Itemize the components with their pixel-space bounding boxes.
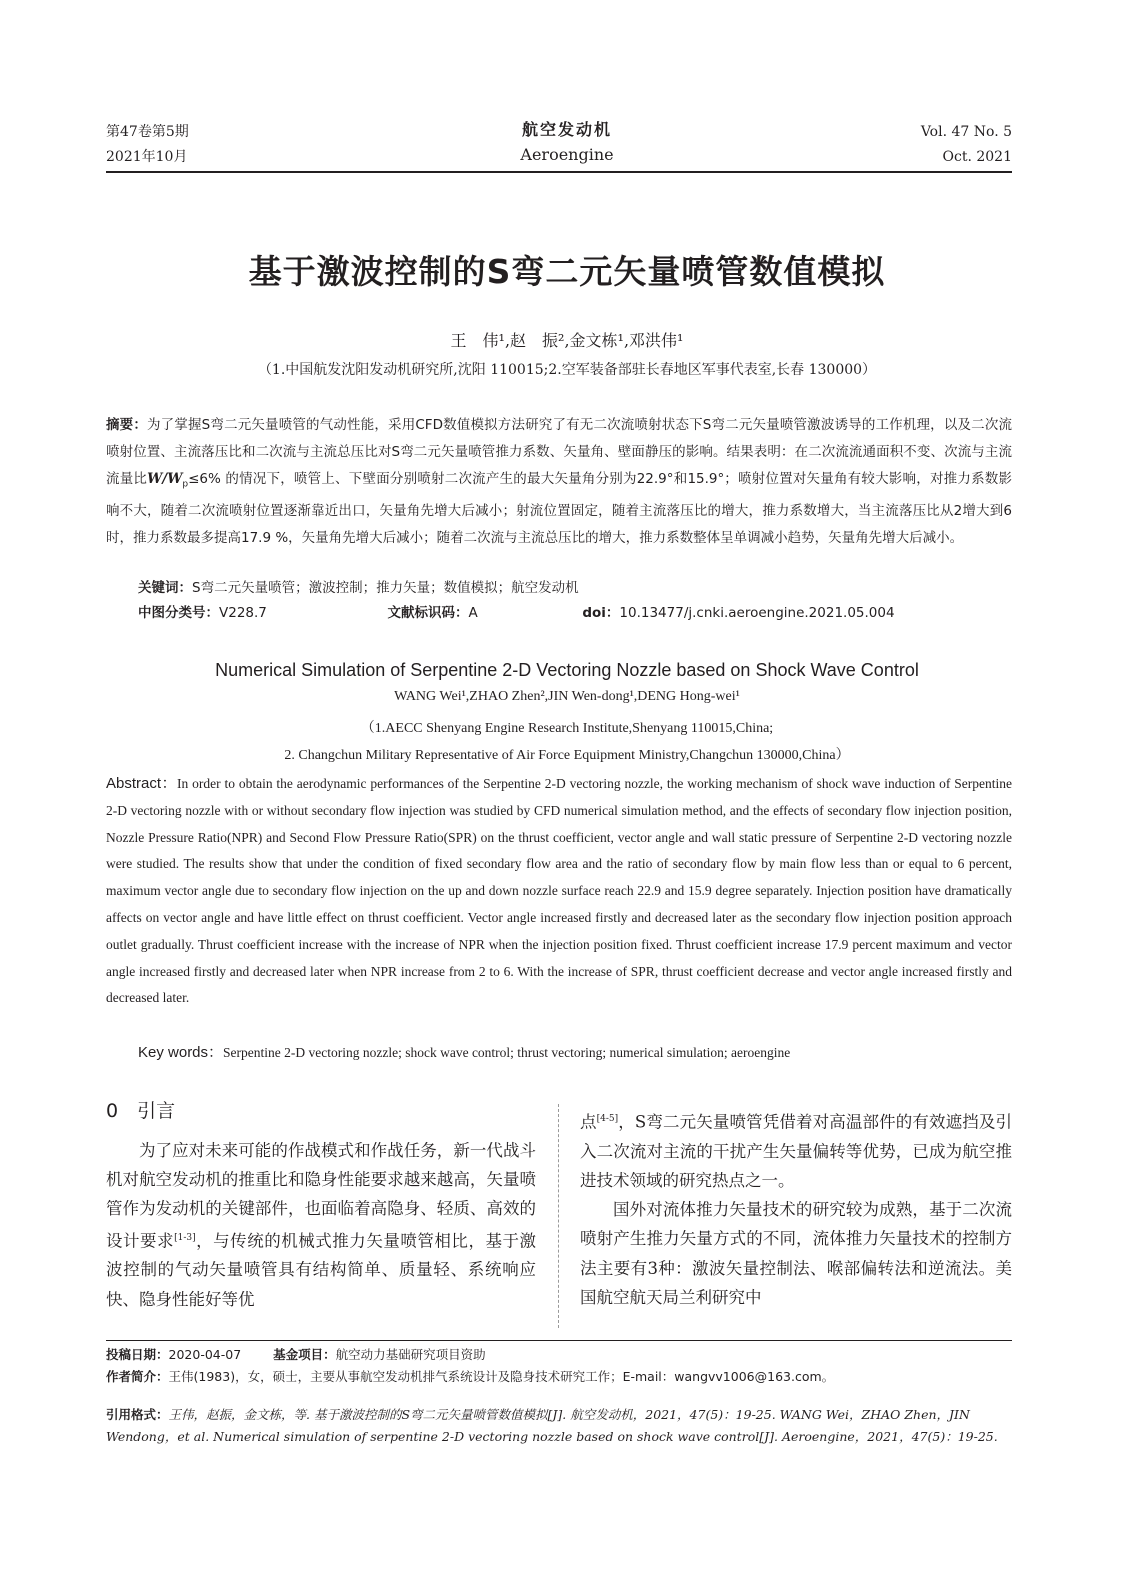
- volume-en: Vol. 47 No. 5: [920, 124, 1012, 140]
- affiliation-en-2: 2. Changchun Military Representative of Air Force Equipment Ministry,Changchun 130000,China）: [284, 748, 850, 763]
- paper-title-en: Numerical Simulation of Serpentine 2-D Vectoring Nozzle based on Shock Wave Control: [215, 660, 919, 680]
- citation-label: 引用格式：: [106, 1407, 169, 1422]
- abstract-en: [106, 771, 1012, 1012]
- column-divider: [558, 1104, 559, 1328]
- affiliation-en-1: （1.AECC Shenyang Engine Research Institute,Shenyang 110015,China;: [360, 721, 774, 736]
- doc-code-label: 文献标识码：: [387, 605, 469, 621]
- header-right: [921, 120, 1012, 170]
- classification-row: [138, 601, 895, 626]
- keywords-en-text: Serpentine 2-D vectoring nozzle; shock wave control; thrust vectoring; numerical simulation; aeroengine: [223, 1045, 791, 1060]
- footnote-received-fund: [106, 1344, 486, 1366]
- date-en: Oct. 2021: [942, 149, 1012, 165]
- footnote-author-bio: [106, 1366, 834, 1388]
- abstract-cn-text-a: 为了掌握S弯二元矢量喷管的气动性能，采用CFD数值模拟方法研究了有无二次流喷射状态下S弯二元矢量喷管激波诱导的工作机理，以及二次流喷射位置、主流落压比和二次流与主流总压比对S弯二元矢量喷管推力系数、矢量角、壁面静压的影响。结果表明：在二次流流通面积不变、次流与主流流量比: [106, 417, 1012, 487]
- received-label: 投稿日期：: [106, 1347, 169, 1362]
- abstract-cn-text-b: ≤6% 的情况下，喷管上、下壁面分别喷射二次流产生的最大矢量角分别为22.9°和15.9°；喷射位置对矢量角有较大影响，对推力系数影响不大，随着二次流喷射位置逐渐靠近出口，矢量角先增大后减小；射流位置固定，随着主流落压比的增大，推力系数增大，当主流落压比从2增大到6时，推力系数最多提高17.9 %，矢量角先增大后减小；随着二次流与主流总压比的增大，推力系数整体呈单调减小趋势，矢量角先增大后减小。: [106, 470, 1012, 546]
- abstract-cn-label: 摘要：: [106, 417, 147, 433]
- citation-text: 王伟，赵振，金文栋，等. 基于激波控制的S弯二元矢量喷管数值模拟[J]. 航空发动机，2021，47(5)：19-25. WANG Wei，ZHAO Zhen，JIN Wendong，et al. Numerical simulation of serpentine 2-D vectoring nozzle based on shock wave control[J]. Aeroengine，2021，47(5)：19-25.: [106, 1407, 998, 1444]
- date-cn: 2021年10月: [106, 149, 188, 165]
- keywords-cn: [138, 576, 579, 601]
- bio-label: 作者简介：: [106, 1369, 169, 1384]
- clc-label: 中图分类号：: [138, 605, 219, 621]
- body-left-text-b: ，与传统的机械式推力矢量喷管相比，基于激波控制的气动矢量喷管具有结构简单、质量轻、系统响应快、隐身性能好等优: [106, 1231, 537, 1309]
- fund-text: 航空动力基础研究项目资助: [335, 1347, 486, 1362]
- journal-name-en: Aeroengine: [520, 145, 614, 164]
- doi-value: 10.13477/j.cnki.aeroengine.2021.05.004: [619, 605, 895, 621]
- body-right-text-b: ，S弯二元矢量喷管凭借着对高温部件的有效遮挡及引入二次流对主流的干扰产生矢量偏转等优势，已成为航空推进技术领域的研究热点之一。: [580, 1112, 1013, 1190]
- paper-title-cn: 基于激波控制的S弯二元矢量喷管数值模拟: [248, 252, 886, 291]
- keywords-en: [138, 1041, 790, 1062]
- abstract-en-text: In order to obtain the aerodynamic performances of the Serpentine 2-D vectoring nozzle, the working mechanism of shock wave induction of Serpentine 2-D vectoring nozzle with or without secondary flow injection was studied by CFD numerical simulation method, and the effects of secondary flow injection position, Nozzle Pressure Ratio(NPR) and Second Flow Pressure Ratio(SPR) on the thrust coefficient, vector angle and wall static pressure of Serpentine 2-D vectoring nozzle were studied. The results show that under the condition of fixed secondary flow area and the ratio of secondary flow by main flow less than or equal to 6 percent, maximum vector angle due to secondary flow injection on the up and down nozzle surface reach 22.9 and 15.9 degree separately. Injection position have dramatically affects on vector angle and have little effect on thrust coefficient. Vector angle increased firstly and decreased later as the secondary flow injection position approach outlet gradually. Thrust coefficient increase with the increase of NPR when the injection position fixed. Thrust coefficient increase 17.9 percent maximum and vector angle increased firstly and decreased later when NPR increase from 2 to 6. With the increase of SPR, thrust coefficient decrease and vector angle increased firstly and decreased later.: [106, 776, 1012, 1006]
- authors-en: WANG Wei¹,ZHAO Zhen²,JIN Wen-dong¹,DENG Hong-wei¹: [394, 689, 740, 704]
- footnote-rule: [106, 1340, 1012, 1341]
- volume-cn: 第47卷第5期: [106, 124, 189, 140]
- doc-code-value: A: [468, 605, 478, 621]
- clc-value: V228.7: [219, 605, 267, 621]
- doi-label: doi：: [582, 605, 620, 621]
- journal-name-cn: 航空发动机: [521, 120, 612, 139]
- citation-ref-1-3: [1-3]: [174, 1232, 196, 1243]
- body-left-text-a: 为了应对未来可能的作战模式和作战任务，新一代战斗机对航空发动机的推重比和隐身性能要求越来越高，矢量喷管作为发动机的关键部件，也面临着高隐身、轻质、高效的设计要求: [106, 1141, 536, 1251]
- header-rule: [106, 171, 1012, 173]
- body-right-text-a: 点: [580, 1112, 597, 1132]
- section-heading: 0 引言: [106, 1100, 176, 1122]
- abstract-cn: [106, 412, 1012, 552]
- flow-ratio-sub: p: [182, 479, 189, 490]
- keywords-en-label: Key words：: [138, 1044, 224, 1061]
- keywords-cn-label: 关键词：: [138, 580, 192, 596]
- fund-label: 基金项目：: [273, 1347, 336, 1362]
- body-left-column: [106, 1136, 536, 1314]
- body-right-column: [580, 1105, 1012, 1312]
- affiliation-cn: （1.中国航发沈阳发动机研究所,沈阳 110015;2.空军装备部驻长春地区军事代表室,长春 130000）: [257, 362, 877, 378]
- body-right-para-1: [580, 1105, 1012, 1195]
- abstract-en-label: Abstract：: [106, 775, 177, 792]
- body-right-para-2: 国外对流体推力矢量技术的研究较为成熟，基于二次流喷射产生推力矢量方式的不同，流体推力矢量技术的控制方法主要有3种：激波矢量控制法、喉部偏转法和逆流法。美国航空航天局兰利研究中: [580, 1200, 1012, 1307]
- authors-cn: 王 伟¹,赵 振²,金文栋¹,邓洪伟¹: [450, 331, 684, 350]
- flow-ratio: W/W: [147, 470, 183, 487]
- bio-text: 王伟(1983)，女，硕士，主要从事航空发动机排气系统设计及隐身技术研究工作；E-mail：wangvv1006@163.com。: [168, 1369, 835, 1384]
- received-date: 2020-04-07: [168, 1347, 242, 1362]
- citation-format: [106, 1404, 1012, 1448]
- citation-ref-4-5: [4-5]: [596, 1114, 619, 1124]
- keywords-cn-text: S弯二元矢量喷管；激波控制；推力矢量；数值模拟；航空发动机: [192, 580, 579, 596]
